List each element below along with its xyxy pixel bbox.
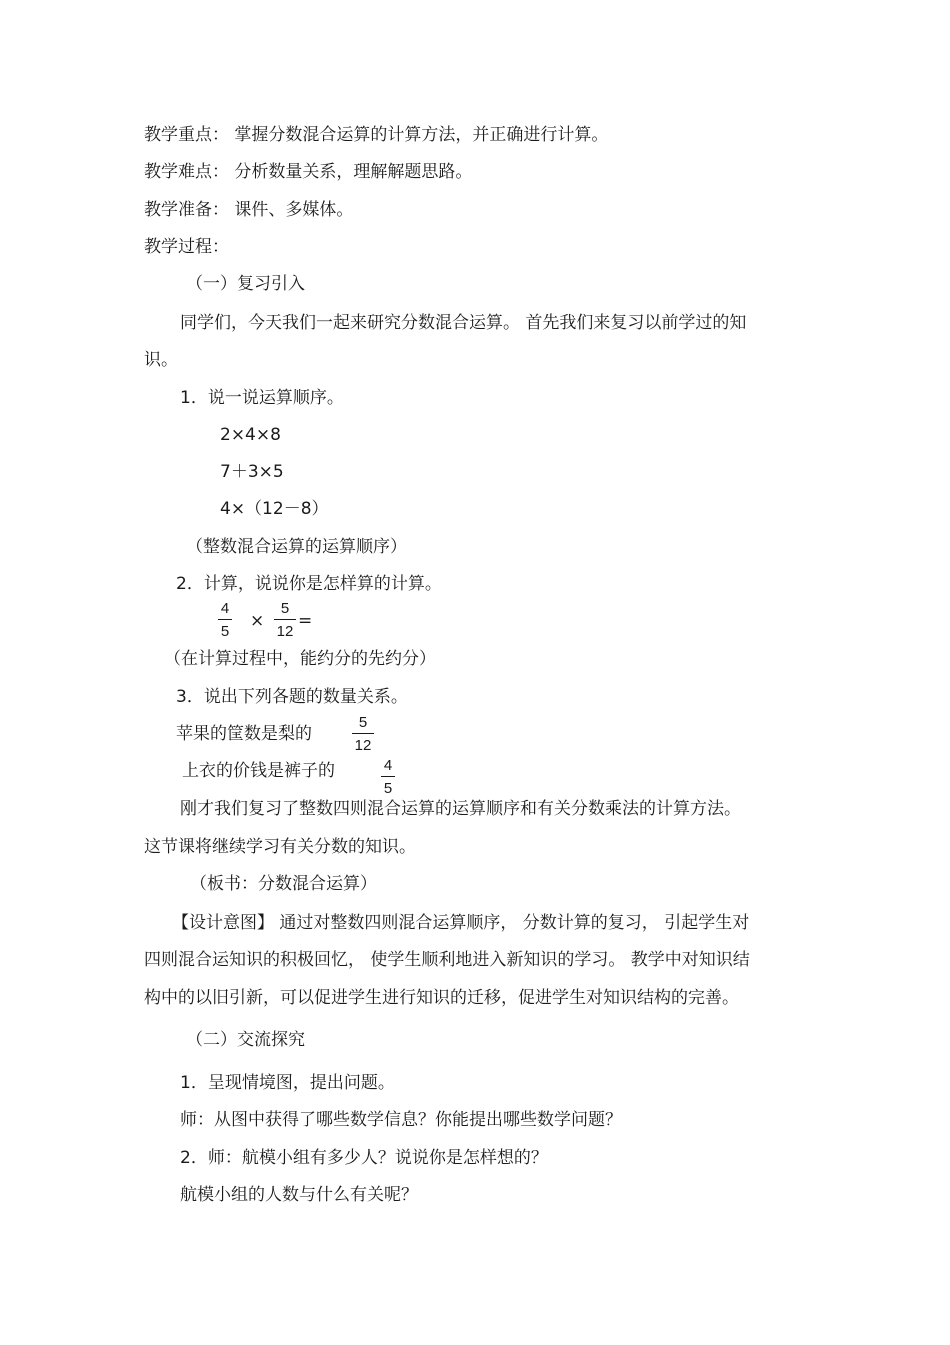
section-explore-heading: （二）交流探究 — [186, 1030, 305, 1050]
explore-item-1: 1．呈现情境图，提出问题。 — [180, 1073, 395, 1093]
review-item-1: 1．说一说运算顺序。 — [180, 388, 344, 408]
fraction-bar — [274, 619, 296, 620]
fraction-denominator: 12 — [276, 623, 294, 640]
fraction-bar — [352, 733, 374, 734]
explore-item-2: 2．师：航模小组有多少人？说说你是怎样想的？ — [180, 1148, 548, 1168]
relation-apples-pears: 苹果的筐数是梨的 — [176, 724, 312, 744]
expression-2: 7＋3×5 — [220, 462, 284, 482]
teaching-process-heading: 教学过程： — [144, 237, 229, 257]
design-intent-line2: 四则混合运知识的积极回忆， 使学生顺利地进入新知识的学习。 教学中对知识结 — [144, 950, 750, 970]
fraction-denominator: 12 — [354, 737, 372, 754]
fraction-five-twelfths — [274, 600, 296, 640]
review-item-3: 3．说出下列各题的数量关系。 — [176, 687, 408, 707]
fraction-numerator: 5 — [358, 714, 368, 731]
fraction-five-twelfths-relation — [352, 714, 374, 754]
summary-line1: 刚才我们复习了整数四则混合运算的运算顺序和有关分数乘法的计算方法。 — [180, 799, 741, 819]
board-title: （板书：分数混合运算） — [190, 874, 377, 894]
explore-question-1: 师：从图中获得了哪些数学信息？你能提出哪些数学问题？ — [180, 1110, 622, 1130]
teaching-difficulty: 教学难点： 分析数量关系，理解解题思路。 — [144, 162, 473, 182]
equals-sign: = — [298, 611, 313, 631]
fraction-four-fifths-relation — [381, 757, 395, 797]
note-simplify-first: （在计算过程中，能约分的先约分） — [164, 649, 436, 669]
summary-line2: 这节课将继续学习有关分数的知识。 — [144, 837, 416, 857]
fraction-numerator: 4 — [220, 600, 230, 617]
fraction-denominator: 5 — [383, 780, 393, 797]
section-review-heading: （一）复习引入 — [186, 274, 305, 294]
teaching-focus: 教学重点： 掌握分数混合运算的计算方法，并正确进行计算。 — [144, 125, 609, 145]
fraction-bar — [381, 776, 395, 777]
note-integer-order: （整数混合运算的运算顺序） — [186, 537, 407, 557]
relation-shirt-pants: 上衣的价钱是裤子的 — [182, 761, 335, 781]
intro-paragraph-line2: 识。 — [144, 350, 178, 370]
fraction-numerator: 4 — [383, 757, 393, 774]
intro-paragraph-line1: 同学们，今天我们一起来研究分数混合运算。 首先我们来复习以前学过的知 — [180, 313, 747, 333]
fraction-bar — [218, 619, 232, 620]
expression-1: 2×4×8 — [220, 425, 281, 445]
multiply-sign: × — [250, 611, 265, 631]
fraction-numerator: 5 — [280, 600, 290, 617]
design-intent-line3: 构中的以旧引新，可以促进学生进行知识的迁移，促进学生对知识结构的完善。 — [144, 988, 739, 1008]
design-intent-line1: 【设计意图】 通过对整数四则混合运算顺序， 分数计算的复习， 引起学生对 — [172, 913, 750, 933]
explore-question-2: 航模小组的人数与什么有关呢？ — [180, 1185, 418, 1205]
fraction-denominator: 5 — [220, 623, 230, 640]
teaching-preparation: 教学准备： 课件、多媒体。 — [144, 200, 354, 220]
fraction-four-fifths — [218, 600, 232, 640]
review-item-2: 2．计算，说说你是怎样算的计算。 — [176, 574, 442, 594]
expression-3: 4×（12－8） — [220, 499, 329, 519]
